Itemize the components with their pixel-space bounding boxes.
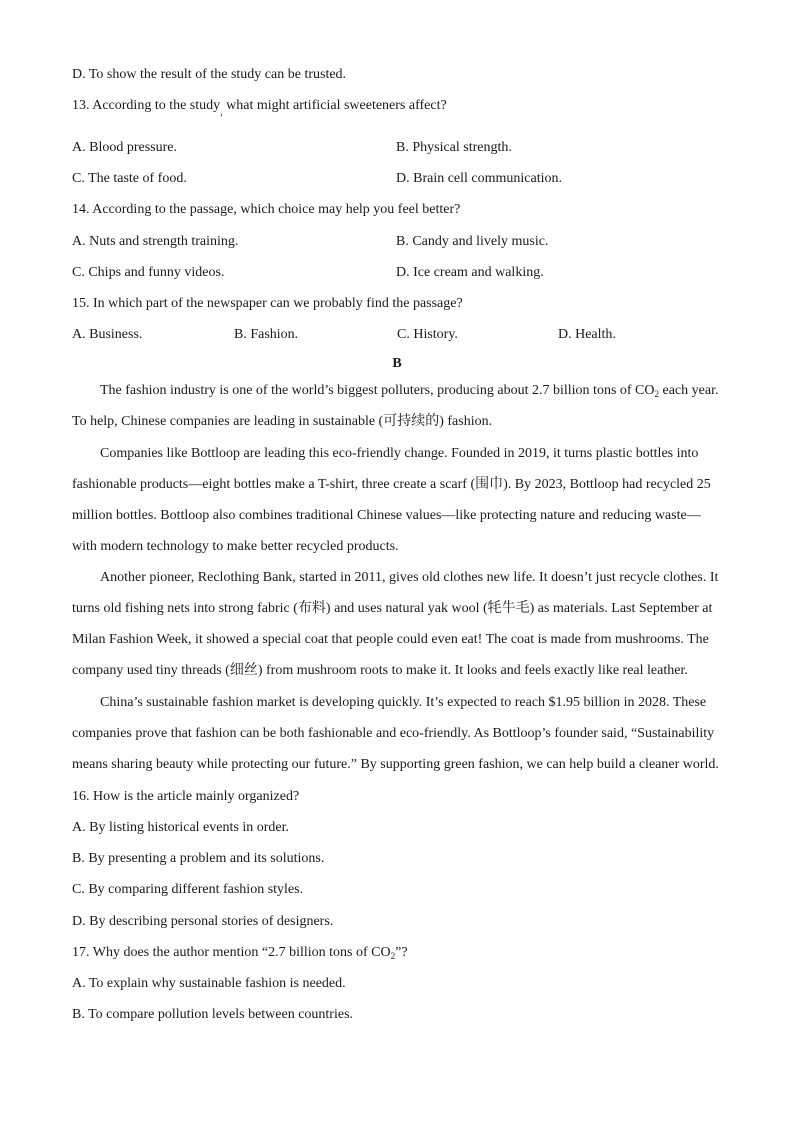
question-16-option-b: B. By presenting a problem and its solutions. xyxy=(72,851,325,866)
passage-p3-line-1: Another pioneer, Reclothing Bank, started in 2011, gives old clothes new life. It doesn’t just recycle clothes. It xyxy=(100,570,719,585)
passage-p4-line-1: China’s sustainable fashion market is developing quickly. It’s expected to reach $1.95 billion in 2028. These xyxy=(100,695,707,710)
question-17-option-b: B. To compare pollution levels between countries. xyxy=(72,1007,354,1022)
question-15-option-c: C. History. xyxy=(397,327,458,342)
passage-p3-line-3: Milan Fashion Week, it showed a special coat that people could even eat! The coat is made from mushrooms. The xyxy=(72,632,709,647)
passage-p4-line-3: means sharing beauty while protecting our future.” By supporting green fashion, we can help build a cleaner world. xyxy=(72,757,719,772)
passage-p1-line-2: To help, Chinese companies are leading in sustainable (可持续的) fashion. xyxy=(72,414,493,429)
question-13-option-b: B. Physical strength. xyxy=(396,140,512,155)
passage-p3-line-2: turns old fishing nets into strong fabric (布料) and uses natural yak wool (牦牛毛) as materials. Last September at xyxy=(72,601,713,616)
question-16-stem: 16. How is the article mainly organized? xyxy=(72,789,300,804)
question-15-option-d: D. Health. xyxy=(558,327,616,342)
co2-subscript: 2 xyxy=(654,389,659,399)
question-14-option-a: A. Nuts and strength training. xyxy=(72,234,239,249)
question-15-stem: 15. In which part of the newspaper can we probably find the passage? xyxy=(72,296,463,311)
question-17-option-a: A. To explain why sustainable fashion is needed. xyxy=(72,976,346,991)
co2-subscript: 2 xyxy=(390,951,396,961)
question-13-stem-rest: what might artificial sweeteners affect? xyxy=(226,98,447,113)
passage-p4-line-2: companies prove that fashion can be both fashionable and eco-friendly. As Bottloop’s founder said, “Sustainability xyxy=(72,726,715,741)
question-13-option-d: D. Brain cell communication. xyxy=(396,171,563,186)
question-17-stem-tail: ”? xyxy=(395,945,408,960)
question-13-stem xyxy=(72,97,447,116)
passage-p1-line-1 xyxy=(100,382,718,400)
passage-p1-line-1-text: The fashion industry is one of the world’s biggest polluters, producing about 2.7 billion tons of CO xyxy=(100,383,655,398)
question-14-option-c: C. Chips and funny videos. xyxy=(72,265,225,280)
question-12-option-d: D. To show the result of the study can be trusted. xyxy=(72,67,347,82)
question-14-option-b: B. Candy and lively music. xyxy=(396,234,549,249)
question-13-stem-text: 13. According to the study xyxy=(72,98,221,113)
question-16-option-a: A. By listing historical events in order. xyxy=(72,820,289,835)
passage-p2-line-3: million bottles. Bottloop also combines traditional Chinese values—like protecting nature and reducing waste— xyxy=(72,508,701,523)
passage-p3-line-4: company used tiny threads (细丝) from mushroom roots to make it. It looks and feels exactly like real leather. xyxy=(72,663,688,678)
question-14-option-d: D. Ice cream and walking. xyxy=(396,265,544,280)
passage-p2-line-1: Companies like Bottloop are leading this eco-friendly change. Founded in 2019, it turns plastic bottles into xyxy=(100,446,699,461)
question-13-option-a: A. Blood pressure. xyxy=(72,140,177,155)
question-13-stem-comma: , xyxy=(220,107,223,118)
question-17-stem-text: 17. Why does the author mention “2.7 billion tons of CO xyxy=(72,945,391,960)
question-17-stem xyxy=(72,944,408,962)
passage-p2-line-2: fashionable products—eight bottles make a T-shirt, three create a scarf (围巾). By 2023, Bottloop had recycled 25 xyxy=(72,477,711,492)
question-15-option-a: A. Business. xyxy=(72,327,143,342)
question-13-option-c: C. The taste of food. xyxy=(72,171,187,186)
section-heading-b: B xyxy=(392,356,402,371)
question-14-stem: 14. According to the passage, which choice may help you feel better? xyxy=(72,202,461,217)
question-16-option-d: D. By describing personal stories of designers. xyxy=(72,914,334,929)
passage-p1-line-1-tail: each year. xyxy=(659,383,719,398)
passage-p2-line-4: with modern technology to make better recycled products. xyxy=(72,539,399,554)
question-15-option-b: B. Fashion. xyxy=(234,327,299,342)
question-16-option-c: C. By comparing different fashion styles. xyxy=(72,882,304,897)
